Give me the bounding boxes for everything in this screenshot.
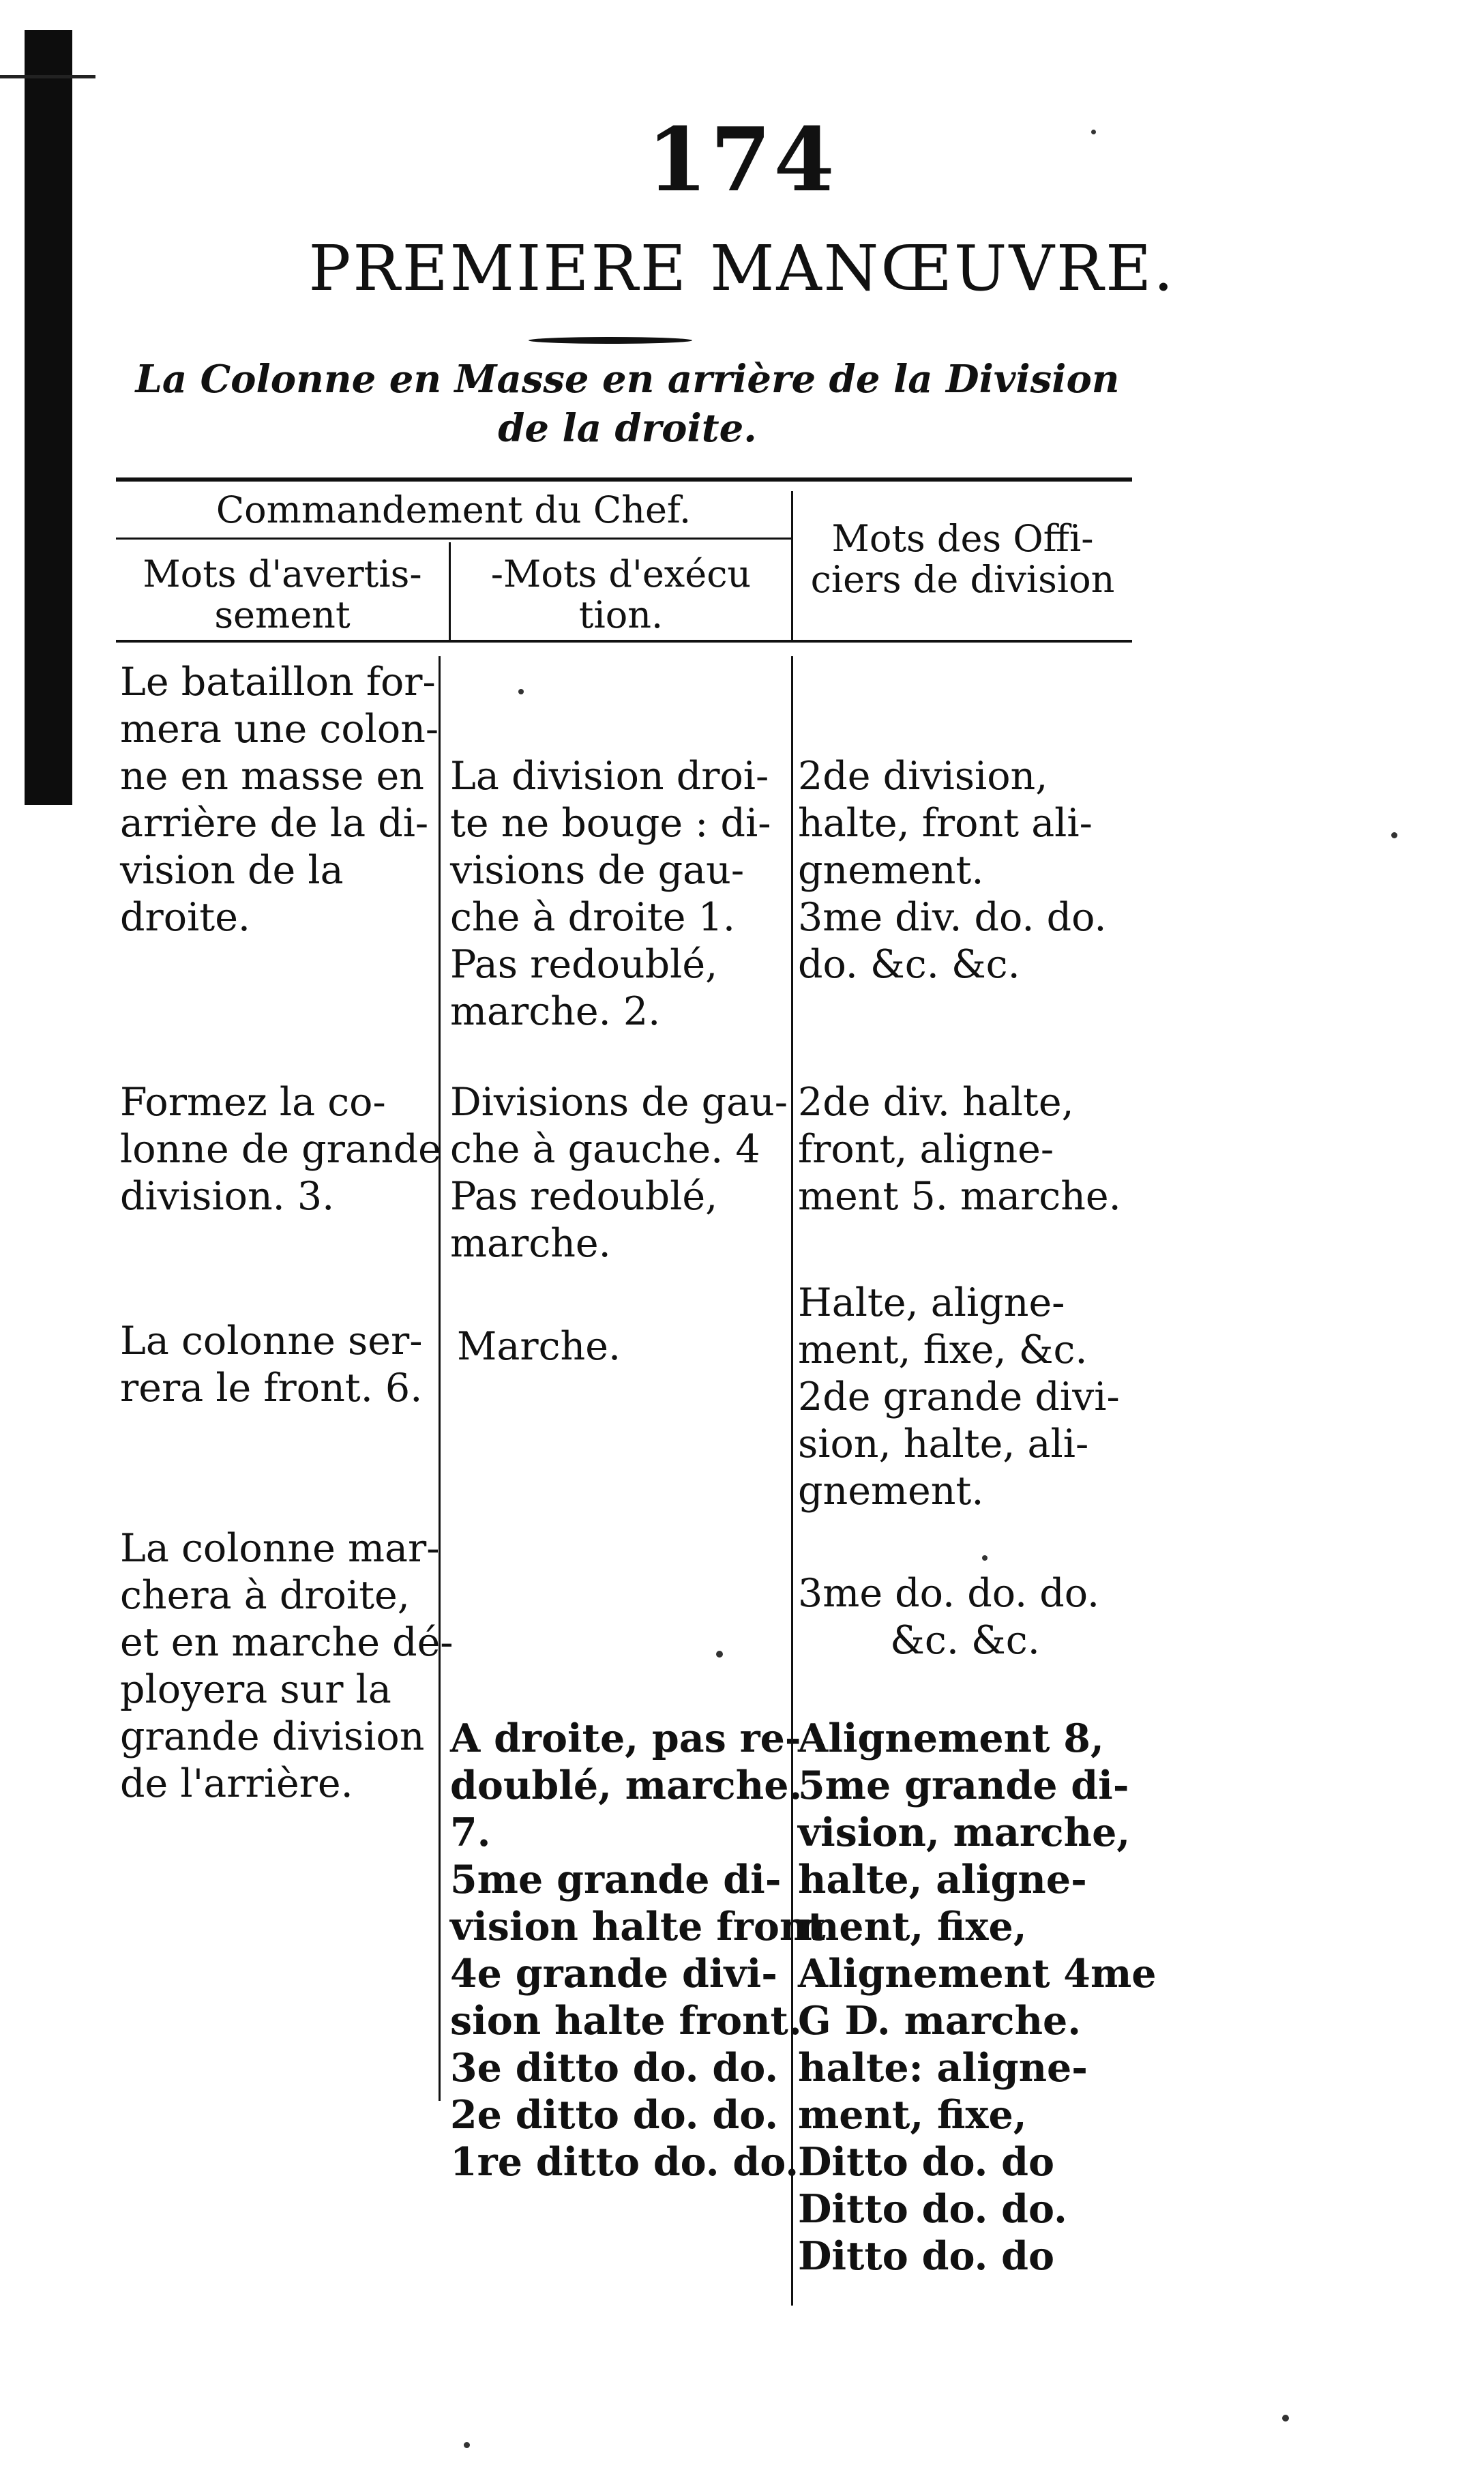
scan-speck bbox=[518, 689, 524, 694]
row5-execution: A droite, pas re- doublé, marche. 7. 5me grande di- vision halte front 4e grande divi- sion halte front. 3e ditto do. do. 2e ditto do. do. 1re ditto do. do. bbox=[450, 1716, 826, 2185]
scan-speck bbox=[982, 1555, 988, 1561]
row3-avertissement: La colonne ser- rera le front. 6. bbox=[120, 1319, 423, 1411]
column-divider-1 bbox=[439, 656, 441, 2101]
header-avertissement: Mots d'avertis- sement bbox=[143, 553, 422, 636]
row2-execution: Divisions de gau- che à gauche. 4 Pas redoublé, marche. bbox=[450, 1080, 788, 1266]
header-execution: -Mots d'exécu tion. bbox=[490, 553, 752, 636]
page-title: PREMIERE MANŒUVRE. bbox=[308, 232, 1176, 305]
row2-avertissement: Formez la co- lonne de grande division. 3. bbox=[120, 1080, 441, 1219]
row4-avertissement: La colonne mar- chera à droite, et en marche dé- ployera sur la grande division de l'arrière. bbox=[120, 1526, 454, 1806]
command-header-rule bbox=[116, 538, 791, 540]
row3-officiers: Halte, aligne- ment, fixe, &c. 2de grande divi- sion, halte, ali- gnement. bbox=[798, 1280, 1120, 1514]
row1-officiers: 2de division, halte, front ali- gnement. 3me div. do. do. do. &c. &c. bbox=[798, 754, 1107, 987]
edge-mark bbox=[0, 75, 95, 78]
row5-officiers: Alignement 8, 5me grande di- vision, marche, halte, aligne- ment, fixe, Alignement 4me G D. marche. halte: aligne- ment, fixe, Ditto do. do Ditto do. do. Ditto do. do bbox=[798, 1716, 1157, 2279]
row4-officiers: 3me do. do. do. &c. &c. bbox=[798, 1571, 1100, 1663]
header-officiers: Mots des Offi- ciers de division bbox=[810, 517, 1115, 601]
header-commandement: Commandement du Chef. bbox=[216, 488, 692, 531]
title-ornament-rule bbox=[529, 337, 692, 344]
subtitle-line: de la droite. bbox=[498, 406, 757, 451]
row1-execution: La division droi- te ne bouge : di- visions de gau- che à droite 1. Pas redoublé, marche. 2. bbox=[450, 754, 771, 1034]
subtitle-line: La Colonne en Masse en arrière de la Division bbox=[135, 357, 1120, 402]
table-top-rule bbox=[116, 477, 1132, 482]
page-number: 174 bbox=[647, 109, 837, 211]
maneuver-table bbox=[116, 477, 1157, 2306]
row3-execution: Marche. bbox=[457, 1324, 621, 1369]
row1-avertissement: Le bataillon for- mera une colon- ne en masse en arrière de la di- vision de la droite. bbox=[120, 660, 439, 940]
scan-speck bbox=[1282, 2415, 1289, 2422]
scan-speck bbox=[1091, 130, 1096, 134]
scan-speck bbox=[716, 1651, 723, 1658]
header-bottom-rule bbox=[116, 640, 1132, 643]
scan-speck bbox=[464, 2442, 470, 2448]
page-subtitle bbox=[116, 355, 1139, 453]
row2-officiers: 2de div. halte, front, aligne- ment 5. marche. bbox=[798, 1080, 1121, 1219]
scan-speck bbox=[1391, 832, 1397, 838]
